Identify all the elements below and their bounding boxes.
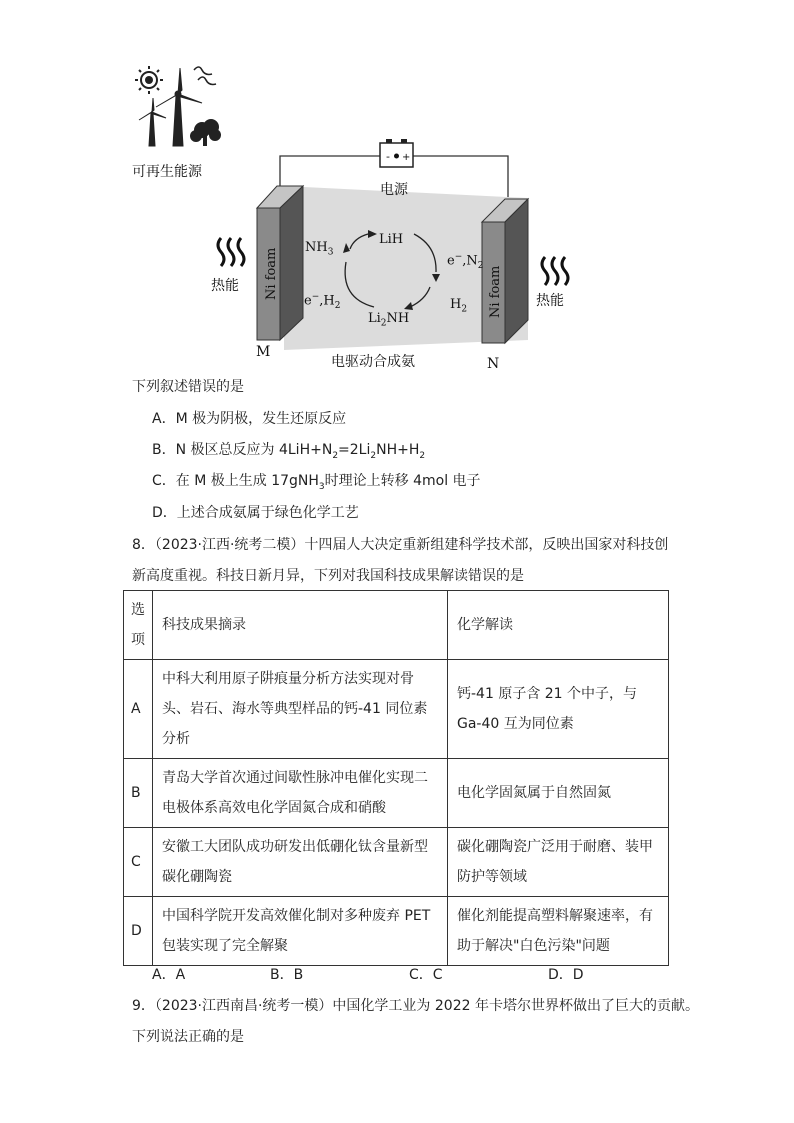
left-heat-label: 热能 bbox=[211, 278, 239, 294]
species-e-h2: $e^-,H_2$ bbox=[304, 292, 341, 311]
q8-choice-a: A．A bbox=[152, 967, 186, 983]
row-option: B bbox=[124, 759, 153, 828]
electrode-m-letter: M bbox=[256, 344, 271, 360]
q8-choice-c: C．C bbox=[409, 967, 443, 983]
diagram-caption: 电驱动合成氨 bbox=[331, 354, 415, 370]
table-row bbox=[124, 897, 669, 966]
q8-line-2: 新高度重视。科技日新月异，下列对我国科技成果解读错误的是 bbox=[132, 568, 524, 584]
species-lih: LiH bbox=[379, 232, 404, 247]
header-option: 选项 bbox=[124, 591, 153, 660]
q8-choice-d: D．D bbox=[548, 967, 584, 983]
row-option: A bbox=[124, 660, 153, 759]
sun-icon bbox=[135, 66, 163, 94]
electrode-n-letter: N bbox=[487, 356, 500, 372]
q9-line-2: 下列说法正确的是 bbox=[132, 1029, 244, 1045]
table-row bbox=[124, 759, 669, 828]
renewable-energy-label: 可再生能源 bbox=[132, 164, 202, 180]
results-table bbox=[123, 590, 669, 966]
header-summary: 科技成果摘录 bbox=[153, 591, 448, 660]
wind-icon bbox=[194, 67, 216, 85]
row-summary: 青岛大学首次通过间歇性脉冲电催化实现二电极体系高效电化学固氮合成和硝酸 bbox=[153, 759, 448, 828]
right-electrode-label: Ni foam bbox=[488, 265, 503, 318]
wind-turbine-icon bbox=[139, 98, 166, 146]
q8-choice-b: B．B bbox=[270, 967, 304, 983]
table-row bbox=[124, 660, 669, 759]
battery-icon bbox=[380, 139, 413, 167]
q8-line-1: 8．（2023·江西·统考二模）十四届人大决定重新组建科学技术部，反映出国家对科技创 bbox=[132, 537, 669, 553]
power-source-label: 电源 bbox=[380, 182, 408, 198]
table-header-row bbox=[124, 591, 669, 660]
q7-option-a: A．M 极为阴极，发生还原反应 bbox=[152, 411, 347, 427]
right-heat-label: 热能 bbox=[536, 293, 564, 309]
row-interpretation: 碳化硼陶瓷广泛用于耐磨、装甲防护等领域 bbox=[448, 828, 669, 897]
heat-wave-icon bbox=[542, 257, 568, 285]
svg-text:+: + bbox=[402, 152, 411, 163]
species-e-n2: $e^-,N_2$ bbox=[447, 252, 484, 271]
row-option: D bbox=[124, 897, 153, 966]
left-electrode-label: Ni foam bbox=[264, 247, 279, 300]
row-interpretation: 电化学固氮属于自然固氮 bbox=[448, 759, 669, 828]
q7-option-d: D．上述合成氨属于绿色化学工艺 bbox=[152, 505, 359, 521]
table-row bbox=[124, 828, 669, 897]
svg-text:-: - bbox=[386, 150, 390, 163]
q9-line-1: 9．（2023·江西南昌·统考一模）中国化学工业为 2022 年卡塔尔世界杯做出了巨大的贡献。 bbox=[132, 998, 699, 1014]
row-option: C bbox=[124, 828, 153, 897]
species-h2: $H_2$ bbox=[450, 297, 468, 315]
tree-icon bbox=[190, 119, 221, 146]
row-summary: 中国科学院开发高效催化制对多种废弃 PET 包装实现了完全解聚 bbox=[153, 897, 448, 966]
q7-option-c: C．在 M 极上生成 17gNH$_3$时理论上转移 4mol 电子 bbox=[152, 473, 481, 492]
q7-option-b: B．N 极区总反应为 $4LiH+N_2=2Li_2NH+H_2$ bbox=[152, 442, 426, 461]
heat-wave-icon bbox=[218, 238, 244, 266]
row-summary: 中科大利用原子阱痕量分析方法实现对骨头、岩石、海水等典型样品的钙-41 同位素分析 bbox=[153, 660, 448, 759]
row-interpretation: 钙-41 原子含 21 个中子，与 Ga-40 互为同位素 bbox=[448, 660, 669, 759]
row-interpretation: 催化剂能提高塑料解聚速率，有助于解决"白色污染"问题 bbox=[448, 897, 669, 966]
species-li2nh: $Li_2NH$ bbox=[368, 311, 410, 329]
header-interpretation: 化学解读 bbox=[448, 591, 669, 660]
q7-prompt: 下列叙述错误的是 bbox=[132, 379, 244, 395]
species-nh3: $NH_3$ bbox=[305, 240, 334, 258]
row-summary: 安徽工大团队成功研发出低硼化钛含量新型碳化硼陶瓷 bbox=[153, 828, 448, 897]
